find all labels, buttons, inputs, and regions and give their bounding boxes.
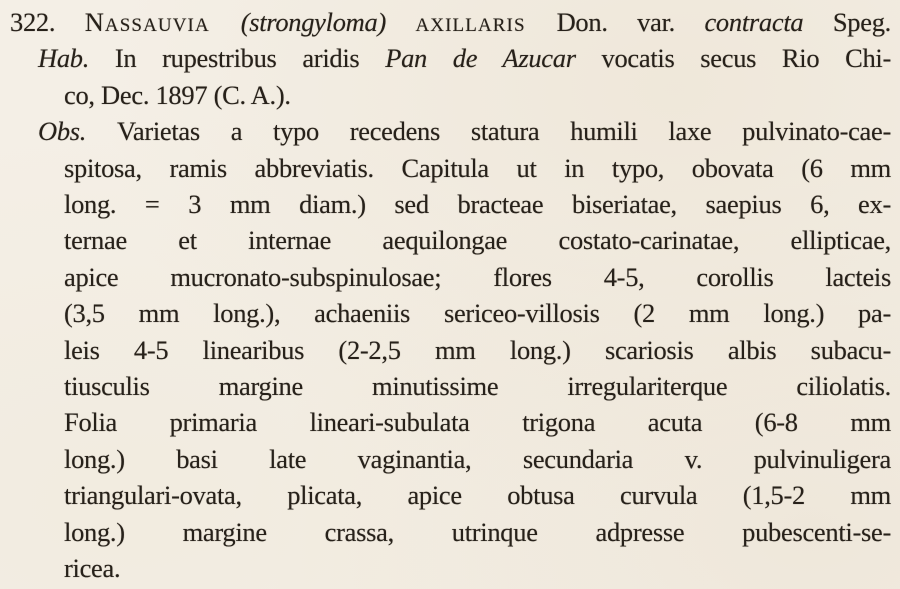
text-segment: contracta [704,7,833,37]
text-segment: long.) basi late vaginantia, secundaria v. pulvinuligera [64,443,891,474]
text-line [0,77,900,113]
text-line [0,477,900,513]
text-segment: triangulari-ovata, plicata, apice obtusa curvula (1,5-2 mm [64,480,891,511]
text-segment: vocatis secus Rio Chi- [601,43,891,74]
text-line [0,441,900,477]
text-segment: Don. var. [556,7,705,37]
text-segment: Obs. [38,116,117,147]
text-line [0,4,900,40]
text-segment: leis 4-5 linearibus (2-2,5 mm long.) scariosis albis subacu- [64,334,891,365]
text-line [0,514,900,550]
text-segment: axillaris [415,7,557,37]
text-line [0,295,900,331]
text-line [0,186,900,222]
text-line [0,150,900,186]
text-segment: Varietas a typo recedens statura humili laxe pulvinato-cae- [116,116,892,147]
text-segment: long.) margine crassa, utrinque adpresse pubescenti-se- [64,516,891,547]
text-segment: co, Dec. 1897 (C. A.). [64,79,291,110]
text-segment: In rupestribus aridis [114,43,386,74]
text-segment: long. = 3 mm diam.) sed bracteae biseriatae, saepius 6, ex- [64,189,891,220]
text-segment: Nassauvia [84,7,241,37]
text-segment: (3,5 mm long.), achaeniis sericeo-villosis (2 mm long.) pa- [64,298,891,329]
text-segment: (strongyloma) [240,7,416,37]
text-line [0,332,900,368]
text-segment: apice mucronato-subspinulosae; flores 4-5, corollis lacteis [64,261,891,292]
text-segment: Pan de Azucar [385,43,602,74]
text-segment: Speg. [832,7,891,37]
text-line [0,40,900,76]
text-line [0,550,900,586]
text-segment: tiusculis margine minutissime irregulariterque ciliolatis. [64,371,891,402]
text-line [0,368,900,404]
text-line [0,222,900,258]
text-segment: Hab. [38,43,115,74]
text-segment: ricea. [64,553,121,584]
text-line [0,259,900,295]
text-segment: spitosa, ramis abbreviatis. Capitula ut in typo, obovata (6 mm [64,152,891,183]
text-segment: 322. [10,7,85,37]
text-line [0,404,900,440]
text-line [0,113,900,149]
text-segment: Folia primaria lineari-subulata trigona acuta (6-8 mm [64,407,891,438]
text-segment: ternae et internae aequilongae costato-carinatae, ellipticae, [64,225,891,256]
species-description-text-block [0,4,900,587]
